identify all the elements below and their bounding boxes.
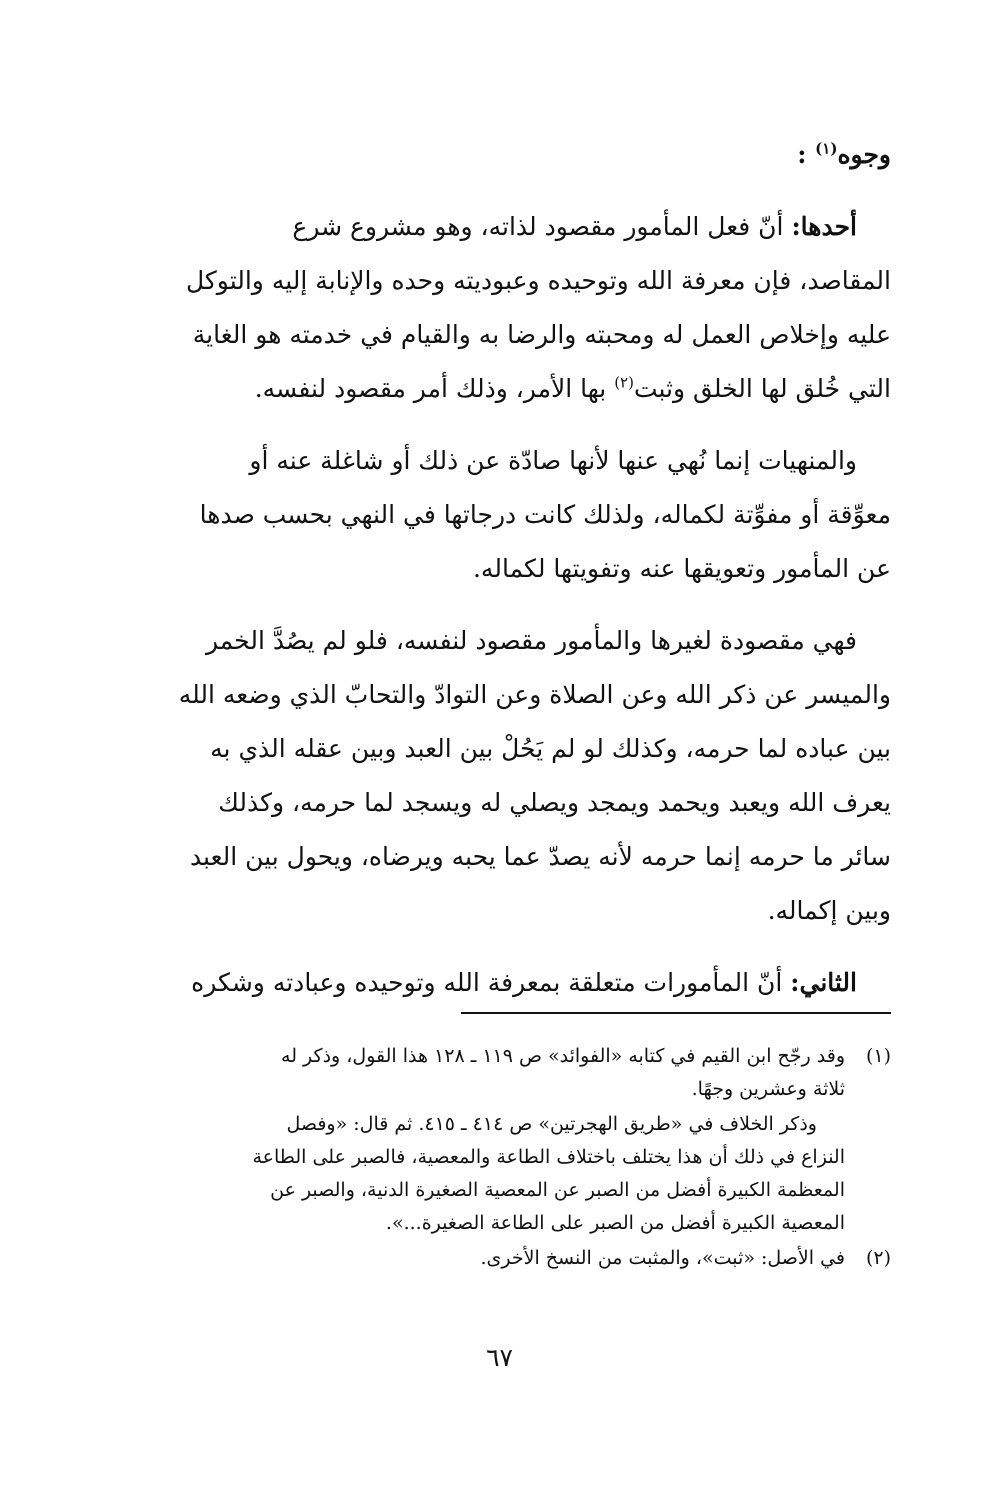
paragraph-lead: الثاني: bbox=[790, 968, 857, 997]
footnote-1 bbox=[108, 1040, 891, 1106]
paragraph-line: المقاصد، فإن معرفة الله وتوحيده وعبوديته وحده والإنابة إليه والتوكل bbox=[185, 266, 891, 295]
footnote-line: ثلاثة وعشرين وجهًا. bbox=[691, 1078, 845, 1100]
paragraph-line: يعرف الله ويعبد ويحمد ويمجد ويصلي له ويسجد لما حرمه، وكذلك bbox=[218, 788, 891, 817]
footnote-number: (١) bbox=[865, 1045, 891, 1067]
footnote-separator bbox=[461, 1012, 891, 1014]
heading-text: وجوه bbox=[837, 140, 891, 169]
footnote-1-continued bbox=[108, 1108, 891, 1240]
footnotes bbox=[108, 1040, 891, 1277]
main-text bbox=[108, 128, 891, 1028]
paragraph-lead: أحدها: bbox=[791, 212, 857, 241]
paragraph-line: التي خُلق لها الخلق وثبت$^{(٢)}$ بها الأمر، وذلك أمر مقصود لنفسه. bbox=[254, 373, 891, 403]
footnote-number: (٢) bbox=[865, 1247, 891, 1269]
paragraph-line: أحدها: أنّ فعل المأمور مقصود لذاته، وهو مشروع شرع bbox=[292, 212, 857, 241]
paragraph-intended bbox=[108, 614, 891, 938]
paragraph-line: والميسر عن ذكر الله وعن الصلاة وعن التوادّ والتحابّ الذي وضعه الله bbox=[178, 680, 891, 709]
page-number: ٦٧ bbox=[486, 1343, 513, 1372]
paragraph-line: عن المأمور وتعويقها عنه وتفويتها لكماله. bbox=[472, 554, 891, 583]
paragraph-second-reason bbox=[108, 956, 891, 1010]
paragraph-line: بين عباده لما حرمه، وكذلك لو لم يَحُلْ بين العبد وبين عقله الذي به bbox=[210, 734, 891, 763]
footnote-line: في الأصل: «ثبت»، والمثبت من النسخ الأخرى. bbox=[480, 1247, 845, 1269]
section-heading bbox=[108, 128, 891, 182]
footnote-line: وذكر الخلاف في «طريق الهجرتين» ص ٤١٤ ـ ٤١٥. ثم قال: «وفصل bbox=[286, 1113, 817, 1135]
footnote-line: المعظمة الكبيرة أفضل من الصبر عن المعصية الصغيرة الدنية، والصبر عن bbox=[270, 1179, 845, 1201]
paragraph-line: والمنهيات إنما نُهي عنها لأنها صادّة عن ذلك أو شاغلة عنه أو bbox=[249, 446, 857, 475]
paragraph-line: وبين إكماله. bbox=[767, 896, 891, 925]
paragraph-line: الثاني: أنّ المأمورات متعلقة بمعرفة الله وتوحيده وعبادته وشكره bbox=[191, 968, 857, 997]
footnote-2 bbox=[108, 1242, 891, 1275]
footnote-ref-1: (١) bbox=[815, 139, 838, 158]
footnote-line: وقد رجّح ابن القيم في كتابه «الفوائد» ص ١١٩ ـ ١٢٨ هذا القول، وذكر له bbox=[281, 1045, 845, 1067]
heading-colon: : bbox=[797, 140, 807, 169]
paragraph-line: معوِّقة أو مفوِّتة لكماله، ولذلك كانت درجاتها في النهي بحسب صدها bbox=[199, 500, 891, 529]
footnote-ref-2: (٢) bbox=[614, 373, 634, 392]
paragraph-prohibitions bbox=[108, 434, 891, 596]
paragraph-line: فهي مقصودة لغيرها والمأمور مقصود لنفسه، فلو لم يصُدَّ الخمر bbox=[205, 626, 857, 655]
footnote-line: النزاع في ذلك أن هذا يختلف باختلاف الطاعة والمعصية، فالصبر على الطاعة bbox=[252, 1146, 845, 1168]
paragraph-first-reason bbox=[108, 200, 891, 416]
footnote-line: المعصية الكبيرة أفضل من الصبر على الطاعة الصغيرة...». bbox=[385, 1212, 845, 1234]
paragraph-line: سائر ما حرمه إنما حرمه لأنه يصدّ عما يحبه ويرضاه، ويحول بين العبد bbox=[189, 842, 891, 871]
paragraph-line: عليه وإخلاص العمل له ومحبته والرضا به والقيام في خدمته هو الغاية bbox=[192, 320, 891, 349]
